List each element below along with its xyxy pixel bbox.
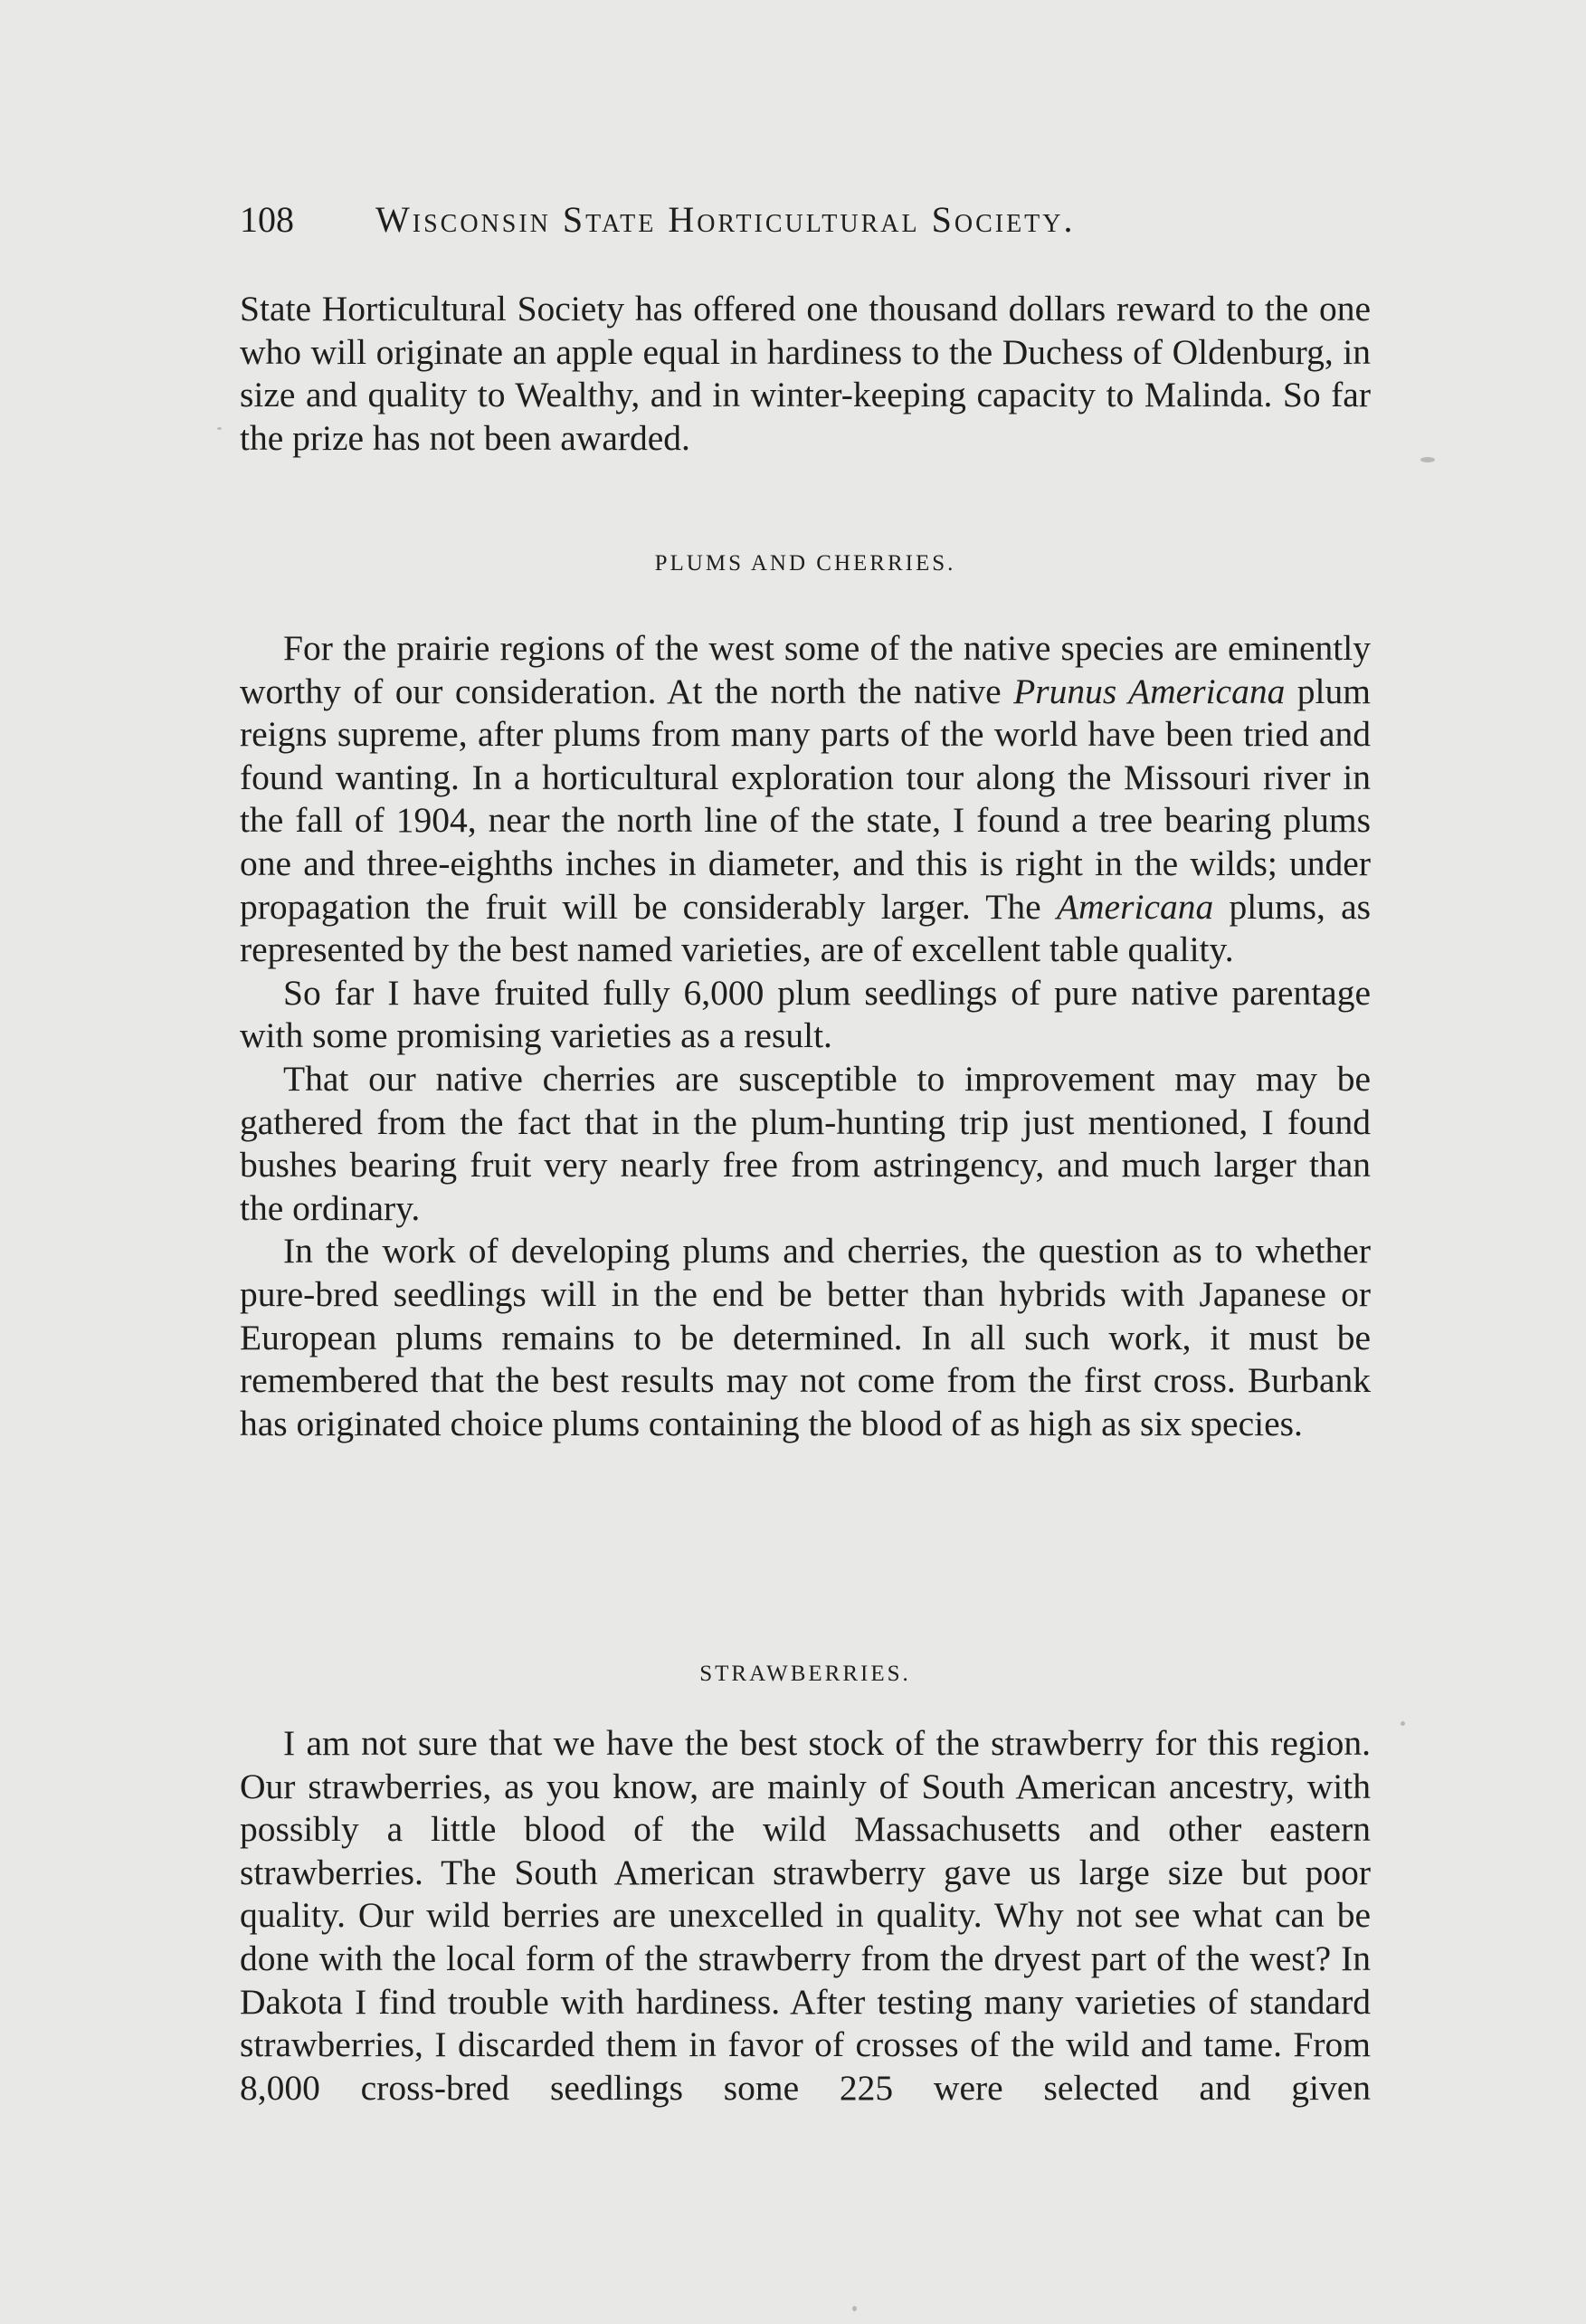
paragraph-strawberry-stock: I am not sure that we have the best stock of the strawberry for this region. Our strawberries, as you know, are mainly of South American ancestry, with possibly a little blood of the wild Massachusetts and other eastern strawberries. The South American strawberry gave us large size but poor quality. Our wild berries are unexcelled in quality. Why not see what can be done with the local form of the strawberry from the dryest part of the west? In Dakota I find trouble with hardiness. After testing many varieties of standard strawberries, I discarded them in favor of crosses of the wild and tame. From 8,000 cross-bred seedlings some 225 were selected and given <box>240 1723 1371 2108</box>
paragraph-prize: State Horticultural Society has offered one thousand dollars reward to the one who will originate an apple equal in hardiness to the Duchess of Oldenburg, in size and quality to Wealthy, and in winter-keeping capacity to Malinda. So far the prize has not been awarded. <box>240 289 1371 458</box>
paper-speck <box>1420 457 1435 462</box>
section-heading-strawberries: STRAWBERRIES. <box>699 1662 911 1686</box>
continued-paragraph-block <box>240 288 1371 460</box>
running-title: Wisconsin State Horticultural Society. <box>375 199 1076 240</box>
paragraph-native-cherries: That our native cherries are susceptible to improvement may may be gathered from the fact that in the plum-hunting trip just mentioned, I found bushes bearing fruit very nearly free from astringency, and much larger than the ordinary. <box>240 1058 1371 1228</box>
page-number: 108 <box>240 199 294 240</box>
paper-speck <box>852 2306 857 2311</box>
species-name: Americana <box>1056 886 1214 927</box>
plums-section <box>240 627 1371 1445</box>
section-heading-plums: PLUMS AND CHERRIES. <box>654 551 956 576</box>
text-run: For the prairie regions of the west some of the native species are eminently worthy of our consideration. At the north the native <box>240 628 1371 711</box>
paper-speck <box>217 427 222 430</box>
text-run: plums, as represented by the best named varieties, are of excellent table quality. <box>240 886 1371 970</box>
text-run: plum reigns supreme, after plums from many parts of the world have been tried and found wanting. In a horticultural exploration tour along the Missouri river in the fall of 1904, near the north line of the state, I found a tree bearing plums one and three-eighths inches in diameter, and this is right in the wilds; under propagation the fruit will be considerably larger. The <box>240 671 1371 927</box>
species-name: Prunus Americana <box>1013 671 1286 711</box>
running-head <box>240 197 1230 243</box>
strawberries-section <box>240 1722 1371 2110</box>
paper-speck <box>1401 1721 1405 1726</box>
paragraph-pure-bred-hybrids: In the work of developing plums and cherries, the question as to whether pure-bred seedlings will in the end be better than hybrids with Japanese or European plums remains to be determined. In all such work, it must be remembered that the best results may not come from the first cross. Burbank has originated choice plums containing the blood of as high as six species. <box>240 1231 1371 1443</box>
paragraph-prairie-species <box>240 627 1371 972</box>
paragraph-plum-seedlings: So far I have fruited fully 6,000 plum seedlings of pure native parentage with some promising varieties as a result. <box>240 972 1371 1056</box>
